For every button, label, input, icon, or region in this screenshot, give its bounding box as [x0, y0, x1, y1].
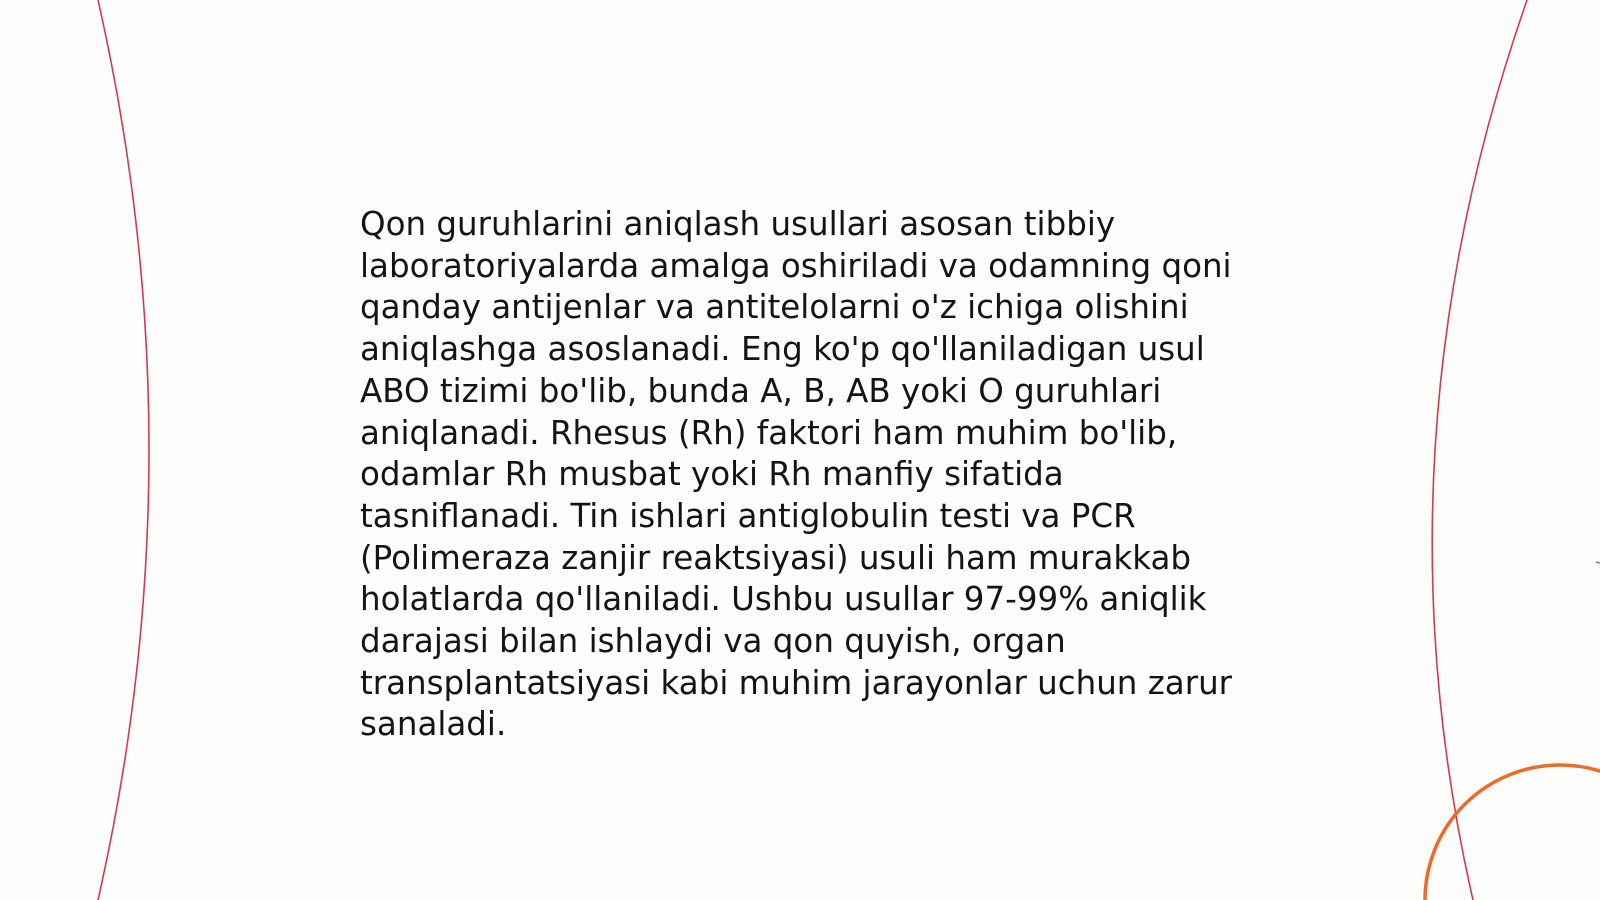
- right-arc-line: [1432, 0, 1527, 900]
- body-text: Qon guruhlarini aniqlash usullari asosan tibbiy laboratoriyalarda amalga oshiriladi va odamning qoni qanday antijenlar va antitelolarni o'z ichiga olishini aniqlashga asoslanadi. Eng ko'p qo'llaniladigan usul ABO tizimi bo'lib, bunda A, B, AB yoki O guruhlari aniqlanadi. Rhesus (Rh) faktori ham muhim bo'lib, odamlar Rh musbat yoki Rh manfiy sifatida tasniflanadi. Tin ishlari antiglobulin testi va PCR (Polimeraza zanjir reaktsiyasi) usuli ham murakkab holatlarda qo'llaniladi. Ushbu usullar 97-99% aniqlik darajasi bilan ishlaydi va qon quyish, organ transplantatsiyasi kabi muhim jarayonlar uchun zarur sanaladi.: [360, 205, 1233, 744]
- blue-tick-mark: [1596, 562, 1600, 563]
- left-arc-line: [98, 0, 149, 900]
